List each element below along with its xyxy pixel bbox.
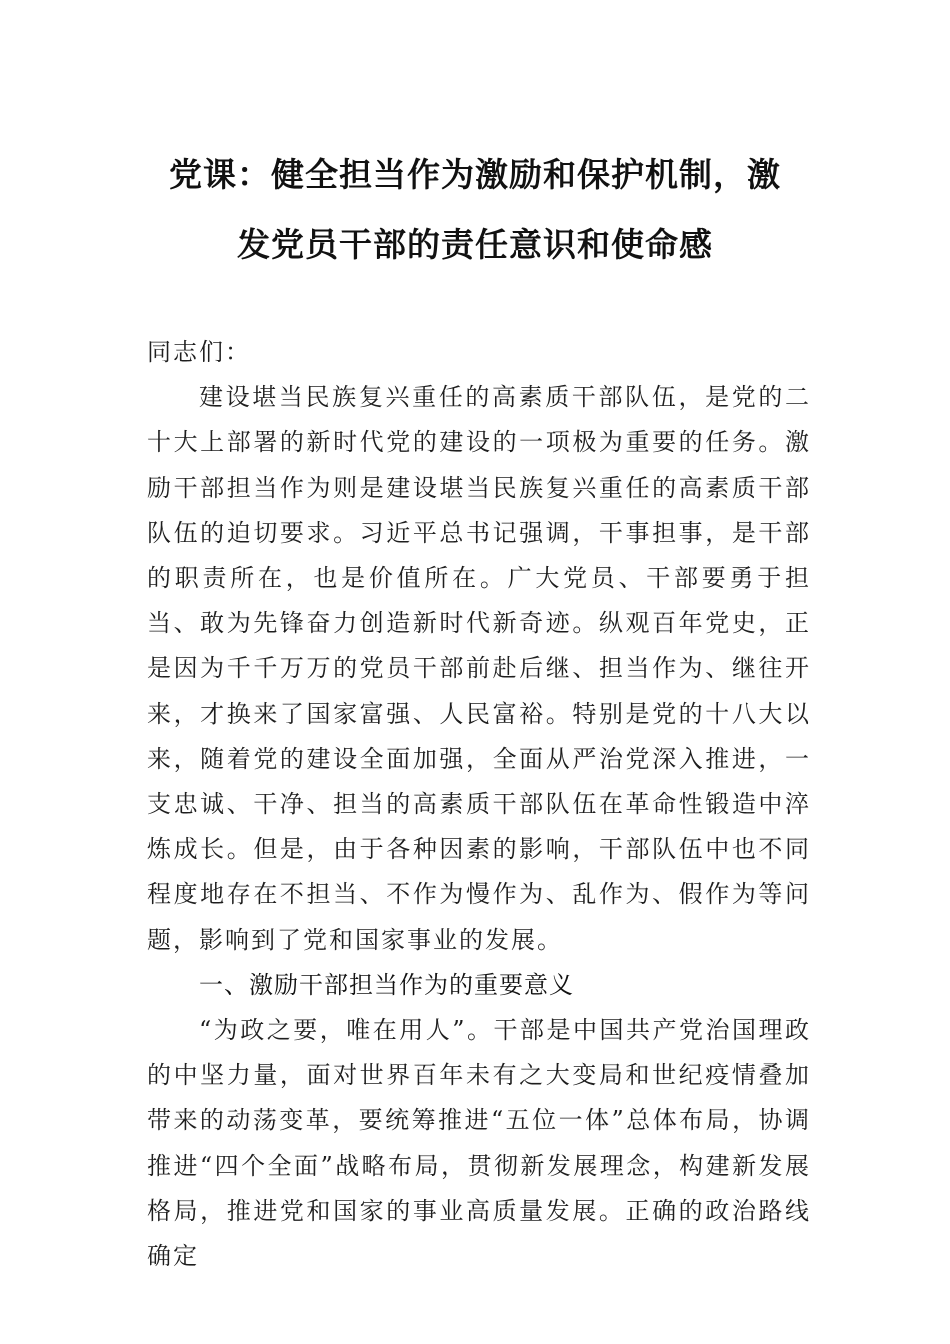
- section-heading: 一、激励干部担当作为的重要意义: [199, 970, 574, 999]
- document-body: [147, 330, 811, 1279]
- section-paragraph: “为政之要，唯在用人”。干部是中国共产党治国理政的中坚力量，面对世界百年未有之大变局和世纪疫情叠加带来的动荡变革，要统筹推进“五位一体”总体布局，协调推进“四个全面”战略布局，贯彻新发展理念，构建新发展格局，推进党和国家的事业高质量发展。正确的政治路线确定: [147, 1016, 811, 1271]
- intro-paragraph: 建设堪当民族复兴重任的高素质干部队伍，是党的二十大上部署的新时代党的建设的一项极为重要的任务。激励干部担当作为则是建设堪当民族复兴重任的高素质干部队伍的迫切要求。习近平总书记强调，干事担事，是干部的职责所在，也是价值所在。广大党员、干部要勇于担当、敢为先锋奋力创造新时代新奇迹。纵观百年党史，正是因为千千万万的党员干部前赴后继、担当作为、继往开来，才换来了国家富强、人民富裕。特别是党的十八大以来，随着党的建设全面加强，全面从严治党深入推进，一支忠诚、干净、担当的高素质干部队伍在革命性锻造中淬炼成长。但是，由于各种因素的影响，干部队伍中也不同程度地存在不担当、不作为慢作为、乱作为、假作为等问题，影响到了党和国家事业的发展。: [147, 383, 811, 954]
- salutation: 同志们：: [147, 338, 251, 366]
- document-title: [140, 140, 810, 280]
- title-line-2: 发党员干部的责任意识和使命感: [237, 225, 713, 264]
- title-line-1: 党课：健全担当作为激励和保护机制，激: [169, 155, 781, 194]
